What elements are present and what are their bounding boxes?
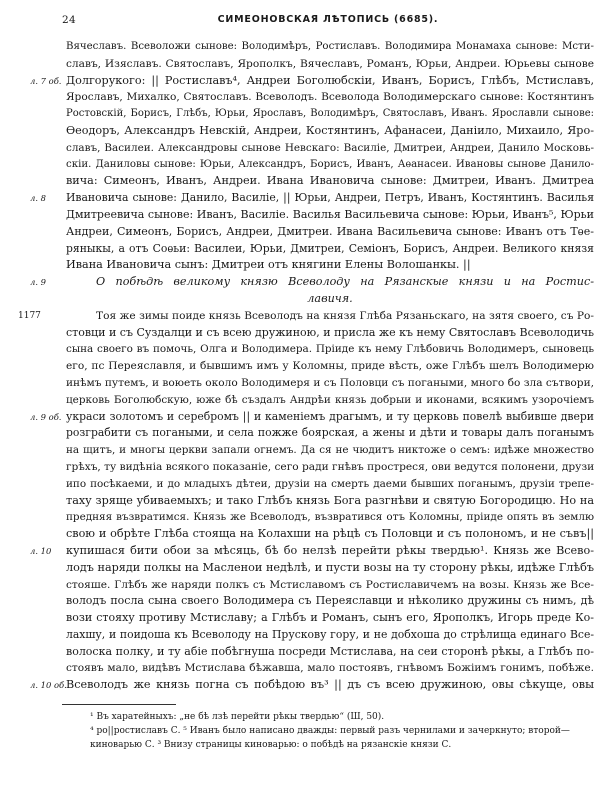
line-text: вича: Симеонъ, Иванъ, Андреи. Ивана Ивановича сынове: Дмитреи, Иванъ. Дмитреа: [66, 174, 594, 188]
text-line: [66, 509, 594, 526]
line-text: скіи. Даниловы сынове: Юрьи, Александръ, Борисъ, Иванъ, Аѳанасеи. Ивановы сынове Данило-: [66, 158, 594, 170]
running-title: СИМЕОНОВСКАЯ ЛѢТОПИСЬ (6685).: [217, 14, 439, 25]
line-text: славъ, Василеи. Александровы сынове Невскаго: Василіе, Дмитреи, Андреи, Данило Московь-: [66, 141, 594, 154]
line-text: Долгорукого: || Ростиславъ⁴, Андреи Боголюбскіи, Иванъ, Борисъ, Глѣбъ, Мстиславъ,: [66, 73, 594, 87]
line-text: грѣхъ, ту видѣнiа всякого показаніе, сего ради гнѣвъ простреся, ови ведутся полонени, друзи: [66, 460, 595, 473]
line-text: Тоя же зимы поиде князь Всеволодъ на князя Глѣба Рязаньскаго, на зятя своего, съ Ро-: [96, 309, 594, 322]
text-line: [66, 560, 594, 577]
line-text: розграбити съ погаными, и села пожже боярская, а жены и дѣти и товары далъ поганымъ: [66, 426, 594, 440]
line-text: таху зряще убиваемыхъ; и тако Глѣбъ князь Бога разгнѣви и святую Богородицю. Но на: [66, 493, 594, 507]
line-text: Ростовскій, Борисъ, Глѣбъ, Юрьи, Ярославъ, Володимѣръ, Святославъ, Иванъ. Ярославли сынове:: [66, 108, 594, 120]
line-text: Андреи, Симеонъ, Борисъ, Андреи, Дмитреи. Ивана Васильевича сынове: Иванъ отъ Тѳе-: [66, 224, 594, 238]
text-line: [66, 425, 594, 442]
text-line: [66, 89, 594, 106]
line-text: Ярославъ, Михалко, Святославъ. Всеволодъ. Всеволода Володимерскаго сынове: Костянтинъ: [66, 91, 594, 104]
line-text: инѣмъ путемъ, и воюеть около Володимеря и съ Половци съ погаными, много бо зла сътвори,: [66, 376, 594, 389]
text-line: [18, 308, 594, 325]
section-heading-line: [30, 274, 594, 291]
line-text: стояше. Глѣбъ же наряди полкъ съ Мстиславомъ съ Ростиславичемъ на возы. Князь же Все-: [66, 578, 594, 591]
text-line: [66, 526, 594, 543]
line-text: на щитъ, и многы церкви запали огнемъ. Да ся не чюдитъ никтоже о семъ: идѣже множество: [66, 444, 594, 457]
line-text: Ивана Ивановича сынъ: Дмитреи отъ княгини Елены Волошанкы. ||: [66, 258, 471, 272]
text-line: [66, 56, 594, 73]
text-line: [66, 224, 594, 241]
footnote-separator: [62, 704, 176, 705]
text-line: [66, 173, 594, 190]
text-line: [66, 375, 594, 392]
text-line: [30, 677, 594, 694]
text-line: [66, 593, 594, 610]
text-line: [66, 392, 594, 409]
text-line: [66, 257, 594, 274]
text-line: [66, 106, 594, 123]
folio-marker: л. 10: [30, 545, 52, 556]
line-text: украси золотомъ и серебромъ || и каменiемъ драгымъ, и ту церковь повелѣ выбивше двери: [66, 409, 594, 423]
line-text: его, пс Переяславля, и бывшимъ имъ у Коломны, приде вѣсть, оже Глѣбъ шелъ Володимерю: [66, 360, 594, 373]
folio-marker: л. 9 об.: [30, 411, 62, 422]
text-line: [66, 341, 594, 358]
line-text: свою и обрѣте Глѣба стояща на Колахши на рѣцѣ съ Половци и съ полономъ, и не съвъ||: [66, 527, 594, 541]
line-text: Ѳеодоръ, Александръ Невскій, Андреи, Костянтинъ, Афанасеи, Даніило, Михаило, Яро-: [66, 123, 594, 137]
footnote: ¹ Въ харатейныхъ: „не бѣ лзѣ перейти рѣкы твердью“ (Ш, 50).: [90, 712, 385, 722]
text-line: [66, 140, 594, 157]
line-text: О побѣдѣ великому князю Всеволоду на Рязанскые князи и на Ростис-: [96, 275, 594, 289]
folio-marker: л. 10 об.: [30, 680, 67, 691]
text-line: [66, 157, 594, 174]
line-text: купишася бити обои за мѣсяць, бѣ бо нелзѣ перейти рѣкы твердью¹. Князь же Всево-: [66, 543, 594, 557]
text-line: [66, 476, 594, 493]
line-text: предняя възвратимся. Князь же Всеволодъ, възвратився отъ Коломны, прiиде опять въ землю: [66, 511, 594, 524]
text-line: [66, 493, 594, 510]
section-heading-line: [66, 291, 594, 308]
text-line: [66, 577, 594, 594]
folio-marker: л. 8: [30, 193, 46, 204]
line-text: церковь Боголюбскую, юже бѣ създалъ Андрѣи князь добрыи и иконами, всякимъ узорочiемъ: [66, 393, 594, 406]
text-line: [66, 325, 594, 342]
line-text: лодъ наряди полкы на Масленои недѣлѣ, и пусти возы на ту сторону рѣкы, идѣже Глѣбъ: [66, 560, 594, 574]
text-line: [66, 459, 594, 476]
text-line: [66, 660, 594, 677]
line-text: ряныкы, а отъ Соѳьи: Василеи, Юрьи, Дмитреи, Семіонъ, Борисъ, Андреи. Великого князя: [66, 241, 594, 255]
line-text: славъ, Изяславъ. Святославъ, Ярополкъ, Вячеславъ, Романъ, Юрьи, Андреи. Юрьевы сынове: [66, 57, 594, 70]
text-line: [66, 241, 594, 258]
page-number: 24: [62, 14, 76, 26]
text-line: [66, 644, 594, 661]
line-text: сына своего въ помочь, Олга и Володимера. Прiиде къ нему Глѣбовичь Володимеръ, сыновець: [66, 343, 594, 356]
line-text: Вячеславъ. Всеволожи сынове: Володимѣръ, Ростиславъ. Володимира Монамаха сынове: Мсти-: [66, 41, 594, 52]
text-line: [66, 207, 594, 224]
text-line: [30, 190, 594, 207]
folio-marker: л. 7 об.: [30, 75, 62, 86]
text-line: [66, 39, 594, 56]
text-line: [30, 73, 594, 90]
line-text: Дмитреевича сынове: Иванъ, Василіе. Василья Васильевича сынове: Юрьи, Иванъ⁵, Юрьи: [66, 207, 594, 221]
page-header: [62, 14, 594, 30]
year-marker: 1177: [18, 310, 41, 321]
text-line: [66, 610, 594, 627]
text-line: [66, 358, 594, 375]
line-text: вози стояху противу Мстиславу; а Глѣбъ и Романъ, сынъ его, Ярополкъ, Игорь преде Ко-: [66, 611, 594, 625]
text-line: [66, 123, 594, 140]
text-line: [66, 627, 594, 644]
line-text: володъ посла сына своего Володимера съ Переяславци и нѣколико дружины съ нимъ, дѣ: [66, 594, 594, 608]
line-text: лавичя.: [307, 291, 353, 305]
footnotes: [90, 710, 594, 752]
folio-marker: л. 9: [30, 277, 46, 288]
footnote: киноварью С. ³ Внизу страницы киноварью: о побѣдѣ на рязанскіе князи С.: [90, 740, 452, 750]
line-text: лахшу, и поидоша къ Всеволоду на Прускову гору, и не добхоша до стрѣлища единаго Все-: [66, 627, 594, 641]
line-text: волоска полку, и ту абiе побѣгнуша посреди Мстислава, на сеи сторонѣ рѣкы, а Глѣбъ по-: [66, 644, 594, 658]
line-text: Ивановича сынове: Данило, Василіе, || Юрьи, Андреи, Петръ, Иванъ, Костянтинъ. Василья: [66, 191, 594, 205]
line-text: ипо посѣкаеми, и до младыхъ дѣтеи, друзiи на смерть даеми бывших поганымъ, друзiи трепе-: [66, 477, 594, 490]
text-line: [30, 543, 594, 560]
line-text: стовци и съ Суздалци и съ всею дружиною, и присла же къ нему Святославъ Всеволодичь: [66, 325, 595, 339]
chronicle-text: [18, 39, 595, 694]
line-text: стоявъ мало, видѣвъ Мстислава бѣжавша, мало постоявъ, гнѣвомъ Божiимъ гонимъ, побѣже.: [66, 662, 594, 675]
text-line: [30, 409, 594, 426]
text-line: [66, 442, 594, 459]
footnote: ⁴ ро||ростиславъ С. ⁵ Иванъ было написано дважды: первый разъ чернилами и зачеркнуто; второй—: [90, 726, 570, 736]
line-text: Всеволодъ же князь погна съ побѣдою въ³ || дъ съ всею дружиною, овы сѣкуще, овы: [66, 678, 594, 692]
